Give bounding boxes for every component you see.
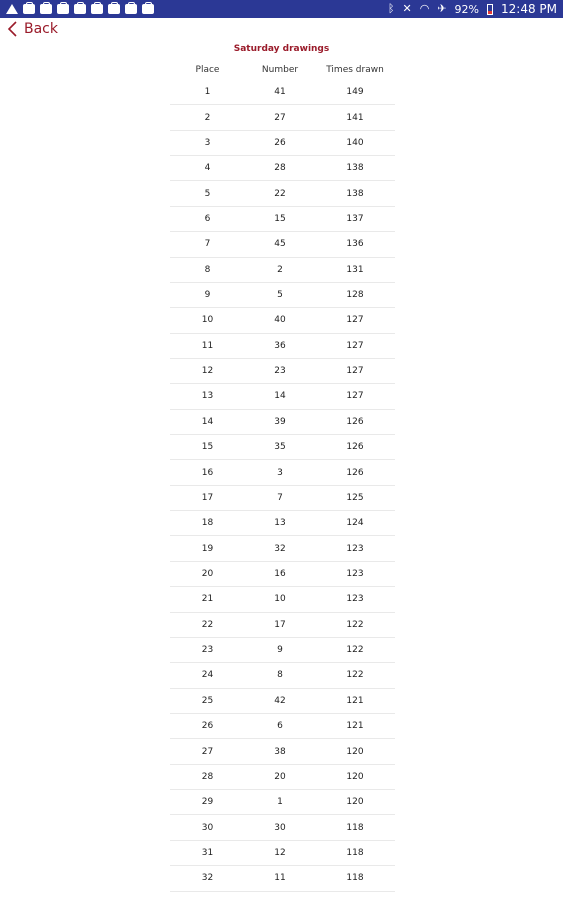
cell-times-drawn: 120 (346, 771, 364, 782)
table-row (170, 739, 395, 764)
cell-number: 15 (274, 213, 286, 224)
notification-icon (57, 4, 69, 14)
cell-place: 28 (201, 771, 214, 782)
table-row (170, 613, 395, 638)
cell-number: 39 (274, 416, 286, 427)
cell-number: 12 (274, 847, 286, 858)
cell-number: 32 (274, 543, 286, 554)
table-header (170, 60, 395, 80)
table-row (170, 689, 395, 714)
page-title: Saturday drawings (233, 44, 330, 54)
cell-times-drawn: 127 (346, 340, 364, 351)
table-row (170, 841, 395, 866)
cell-times-drawn: 138 (346, 163, 364, 174)
cell-number: 23 (274, 366, 286, 377)
cell-number: 7 (277, 492, 283, 503)
table-row (170, 105, 395, 130)
battery-percent: 92% (454, 2, 479, 16)
table-row (170, 486, 395, 511)
cell-number: 22 (274, 188, 286, 199)
cell-times-drawn: 137 (346, 213, 364, 224)
table-row (170, 207, 395, 232)
cell-number: 40 (274, 315, 286, 326)
cell-times-drawn: 126 (346, 467, 364, 478)
warning-icon (6, 4, 18, 14)
cell-number: 38 (274, 746, 286, 757)
cell-times-drawn: 127 (346, 315, 364, 326)
table-row (170, 587, 395, 612)
notification-icon (74, 4, 86, 14)
cell-place: 16 (201, 467, 214, 478)
cell-number: 11 (274, 873, 286, 884)
status-bar (0, 0, 563, 18)
notification-icon (40, 4, 52, 14)
cell-times-drawn: 121 (346, 721, 364, 732)
table-row (170, 232, 395, 257)
cell-times-drawn: 122 (346, 619, 364, 630)
cell-times-drawn: 127 (346, 366, 364, 377)
cell-times-drawn: 131 (346, 264, 364, 275)
table-row (170, 435, 395, 460)
cell-times-drawn: 118 (346, 873, 364, 884)
cell-times-drawn: 120 (346, 797, 364, 808)
cell-place: 6 (204, 213, 211, 224)
cell-place: 32 (201, 873, 214, 884)
table-row (170, 283, 395, 308)
table-row (170, 258, 395, 283)
cell-place: 8 (204, 264, 211, 275)
bluetooth-icon: ᛒ (387, 2, 395, 15)
cell-times-drawn: 124 (346, 518, 364, 529)
notification-icon (23, 4, 35, 14)
table-row (170, 410, 395, 435)
table-row (170, 131, 395, 156)
cell-number: 17 (274, 619, 286, 630)
table-row (170, 790, 395, 815)
notification-icons (0, 4, 154, 14)
table-row (170, 80, 395, 105)
cell-place: 4 (204, 163, 211, 174)
cell-times-drawn: 121 (346, 695, 364, 706)
cell-place: 11 (201, 340, 214, 351)
cell-times-drawn: 123 (346, 594, 364, 605)
notification-icon (91, 4, 103, 14)
cell-place: 30 (201, 822, 214, 833)
cell-times-drawn: 118 (346, 822, 364, 833)
notification-icon (142, 4, 154, 14)
cell-number: 14 (274, 391, 286, 402)
cell-place: 26 (201, 721, 214, 732)
cell-place: 27 (201, 746, 214, 757)
cell-number: 5 (277, 290, 283, 301)
table-row (170, 765, 395, 790)
cell-number: 2 (277, 264, 283, 275)
battery-icon (487, 4, 493, 15)
cell-times-drawn: 120 (346, 746, 364, 757)
cell-number: 6 (277, 721, 283, 732)
wifi-icon: ◠ (419, 2, 430, 15)
table-row (170, 460, 395, 485)
notification-icon (108, 4, 120, 14)
cell-times-drawn: 123 (346, 543, 364, 554)
table-row (170, 536, 395, 561)
cell-place: 13 (201, 391, 214, 402)
cell-number: 28 (274, 163, 286, 174)
airplane-icon: ✈ (437, 2, 447, 15)
cell-place: 22 (201, 619, 214, 630)
cell-place: 12 (201, 366, 214, 377)
table-row (170, 714, 395, 739)
cell-number: 35 (274, 442, 286, 453)
table-row (170, 334, 395, 359)
cell-place: 15 (201, 442, 214, 453)
cell-place: 7 (204, 239, 211, 250)
cell-times-drawn: 138 (346, 188, 364, 199)
cell-number: 45 (274, 239, 286, 250)
cell-place: 21 (201, 594, 214, 605)
cell-place: 24 (201, 670, 214, 681)
cell-times-drawn: 122 (346, 645, 364, 656)
cell-place: 1 (204, 87, 211, 98)
cell-place: 2 (204, 112, 211, 123)
column-header-times-drawn: Times drawn (326, 65, 384, 75)
cell-number: 42 (274, 695, 286, 706)
cell-times-drawn: 149 (346, 87, 364, 98)
cell-times-drawn: 126 (346, 442, 364, 453)
table-body (170, 80, 395, 892)
cell-number: 16 (274, 569, 286, 579)
cell-number: 30 (274, 822, 286, 833)
cell-number: 9 (277, 645, 283, 656)
cell-number: 1 (277, 797, 283, 808)
cell-times-drawn: 136 (346, 239, 364, 250)
back-button[interactable] (6, 20, 58, 38)
cell-place: 19 (201, 543, 214, 554)
cell-number: 36 (274, 340, 286, 351)
cell-place: 14 (201, 416, 214, 427)
table-row (170, 815, 395, 840)
cell-place: 9 (204, 290, 211, 301)
cell-times-drawn: 118 (346, 847, 364, 858)
cell-place: 29 (201, 797, 214, 808)
clock: 12:48 PM (501, 2, 557, 16)
column-header-place: Place (195, 65, 220, 75)
cell-number: 27 (274, 112, 286, 123)
cell-times-drawn: 140 (346, 137, 364, 148)
table-row (170, 562, 395, 587)
frequency-table (170, 60, 395, 892)
cell-place: 10 (201, 315, 214, 326)
cell-times-drawn: 126 (346, 416, 364, 427)
cell-times-drawn: 127 (346, 391, 364, 402)
chevron-left-icon (6, 20, 20, 38)
cell-number: 3 (277, 467, 283, 478)
back-label: Back (24, 21, 58, 37)
cell-place: 18 (201, 518, 214, 529)
cell-number: 10 (274, 594, 286, 605)
cell-times-drawn: 122 (346, 670, 364, 681)
cell-place: 3 (204, 137, 211, 148)
table-row (170, 638, 395, 663)
column-header-number: Number (261, 65, 299, 75)
cell-times-drawn: 141 (346, 112, 364, 123)
cell-number: 41 (274, 87, 286, 98)
cell-times-drawn: 123 (346, 569, 364, 579)
notification-icon (125, 4, 137, 14)
cell-number: 13 (274, 518, 286, 529)
mute-icon: ✕ (402, 2, 412, 15)
cell-place: 31 (201, 847, 214, 858)
cell-place: 23 (201, 645, 214, 656)
cell-place: 5 (204, 188, 211, 199)
cell-times-drawn: 125 (346, 492, 364, 503)
table-row (170, 359, 395, 384)
cell-place: 20 (201, 569, 214, 579)
table-row (170, 181, 395, 206)
cell-number: 26 (274, 137, 286, 148)
table-row (170, 384, 395, 409)
table-row (170, 866, 395, 891)
cell-place: 25 (201, 695, 214, 706)
table-row (170, 308, 395, 333)
cell-number: 20 (274, 771, 286, 782)
cell-number: 8 (277, 670, 283, 681)
table-row (170, 663, 395, 688)
cell-times-drawn: 128 (346, 290, 364, 301)
table-row (170, 156, 395, 181)
cell-place: 17 (201, 492, 214, 503)
table-row (170, 511, 395, 536)
